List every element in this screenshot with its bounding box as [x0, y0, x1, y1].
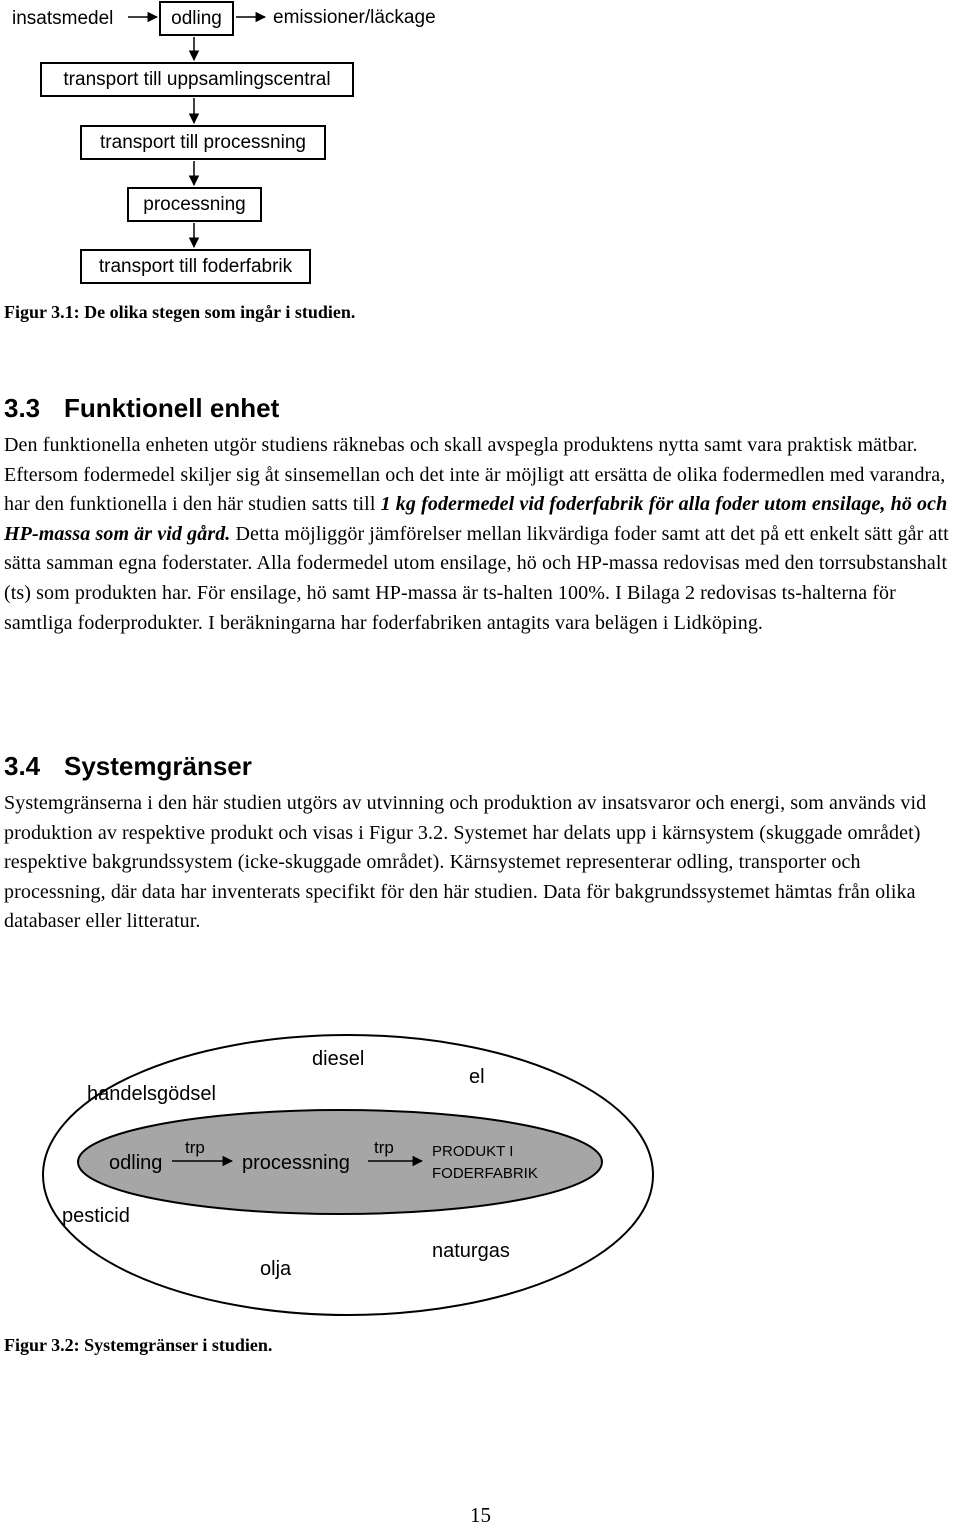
flow-step-box: transport till foderfabrik — [80, 249, 311, 284]
figure-caption: Figur 3.2: Systemgränser i studien. — [4, 1335, 273, 1355]
flow-step-box: transport till uppsamlingscentral — [40, 62, 354, 97]
core-label-odling: odling — [109, 1152, 163, 1174]
body-paragraph: Systemgränserna i den här studien utgörs av utvinning och produktion av insatsvaror och energi, som används vid produktion av respektive produkt och visas i Figur 3.2. Systemet har delats upp i kärnsystem (skuggade området) respektive bakgrundssystem (icke-skuggade området). Kärnsystemet representerar odling, transporter och processning, där data har inventerats specifikt för den här studien. Data för bakgrundssystemet hämtas från olika databaser eller litteratur. — [4, 792, 927, 933]
section-number: 3.3 — [4, 393, 41, 423]
flow-step-box: processning — [127, 187, 262, 222]
paragraph-text: Detta möjliggör jämförelser mellan likvärdiga foder samt att det på ett enkelt sätt går att sätta samman egna foderstater. Alla fodermedel utom ensilage, hö och HP-massa redovisas med den torrsubstanshalt (ts) som produkten har. För ensilage, hö samt HP-massa är ts-halten 100%. I Bilaga 2 redovisas ts-halterna för samtliga foderprodukter. I beräkningarna har foderfabriken antagits vara belägen i Lidköping. — [4, 522, 949, 634]
input-label-naturgas: naturgas — [432, 1240, 510, 1262]
flow-emissions-label: emissioner/läckage — [273, 7, 436, 28]
section-title: Systemgränser — [64, 751, 252, 781]
core-label-processning: processning — [242, 1152, 350, 1174]
input-label-handelsgodsel: handelsgödsel — [87, 1083, 216, 1105]
figure-caption: Figur 3.1: De olika stegen som ingår i studien. — [4, 302, 356, 322]
body-paragraph — [4, 431, 956, 638]
input-label-el: el — [469, 1066, 485, 1088]
flow-input-label: insatsmedel — [12, 8, 114, 29]
flow-arrows — [0, 0, 470, 300]
page-number: 15 — [470, 1503, 491, 1527]
core-label-product — [432, 1141, 538, 1185]
section-heading — [4, 753, 252, 779]
input-label-olja: olja — [260, 1258, 292, 1280]
flow-step-box: transport till processning — [80, 125, 326, 160]
input-label-pesticid: pesticid — [62, 1205, 130, 1227]
product-line: FODERFABRIK — [432, 1165, 538, 1182]
section-heading — [4, 395, 279, 421]
functional-unit-emphasis: 1 kg fodermedel vid foderfabrik för alla foder utom ensilage, hö och HP-massa som är vid gård. — [4, 493, 948, 545]
paragraph-text: Den funktionella enheten utgör studiens räknebas och skall avspegla produktens nytta samt vara praktisk mätbar. Eftersom fodermedel skiljer sig åt sinsemellan och det inte är möjligt att ersätta de olika fodermedlen med varandra, har den funktionella i den här studien satts till — [4, 434, 946, 516]
section-title: Funktionell enhet — [64, 393, 280, 423]
product-line: PRODUKT I — [432, 1143, 514, 1160]
section-number: 3.4 — [4, 751, 41, 781]
flow-odling-box: odling — [159, 1, 234, 36]
core-label-trp: trp — [374, 1138, 394, 1157]
input-label-diesel: diesel — [312, 1048, 365, 1070]
core-label-trp: trp — [185, 1138, 205, 1157]
